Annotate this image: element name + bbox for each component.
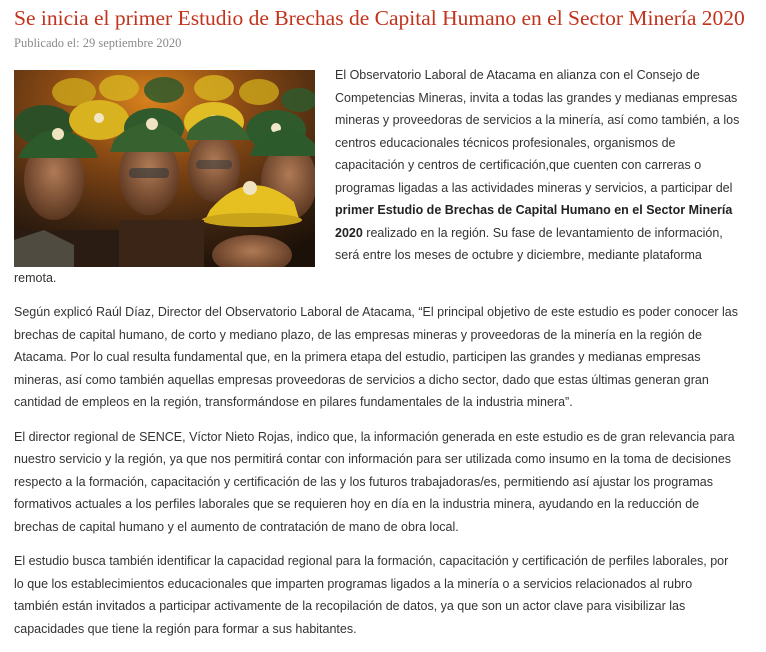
article-paragraph: Según explicó Raúl Díaz, Director del Observatorio Laboral de Atacama, “El principal objetivo de este estudio es poder conocer las brechas de capital humano, de corto y mediano plazo, de las empresas mineras y proveedoras de la minería en la región de Atacama. Por lo cual resulta fundamental que, en la primera etapa del estudio, participen las grandes y medianas empresas mineras, así como también aquellas empresas proveedoras de servicios a dicho sector, dado que estas últimas generan gran cantidad de empleos en la región, transformándose en pilares fundamentales de la industria minera”. [14, 305, 739, 409]
published-date: Publicado el: 29 septiembre 2020 [14, 36, 182, 50]
article-body [14, 64, 740, 652]
article-paragraph: El estudio busca también identificar la capacidad regional para la formación, capacitación y certificación de perfiles laborales, por lo que los establecimientos educacionales que imparten programas ligados a la minería o a servicios relacionados al rubro también están invitados a participar activamente de la recopilación de datos, ya que son un actor clave para visibilizar las capacidades que tiene la región para formar a sus habitantes. [14, 554, 729, 636]
study-name-highlight: primer Estudio de Brechas de Capital Humano en el Sector Minería 2020 [335, 203, 733, 240]
article-paragraph: El director regional de SENCE, Víctor Nieto Rojas, indico que, la información generada en este estudio es de gran relevancia para nuestro servicio y la región, ya que nos permitirá contar con información para ser utilizada como insumo en la toma de decisiones respecto a la formación, capacitación y certificación de las y los futuros trabajadoras/es, permitiendo así ajustar los programas formativos actuales a los perfiles laborales que se requieren hoy en día en la industria minera, ayudando en la reducción de brechas de capital humano y el aumento de contratación de mano de obra local. [14, 429, 735, 534]
paragraph-text: El Observatorio Laboral de Atacama en alianza con el Consejo de Competencias Mineras, invita a todas las grandes y medianas empresas mineras y proveedoras de servicios a la minería, así como también, a los centros educacionales técnicos profesionales, organismos de capacitación y centros de certificación,que cuenten con carreras o programas ligadas a las actividades mineras y servicios, a participar del [335, 68, 740, 195]
paragraph-text: realizado en la región. Su fase de levantamiento de información, será entre los meses de octubre y diciembre, mediante plataforma remota. [14, 225, 723, 285]
article-title[interactable]: Se inicia el primer Estudio de Brechas de Capital Humano en el Sector Minería 2020 [14, 6, 745, 30]
